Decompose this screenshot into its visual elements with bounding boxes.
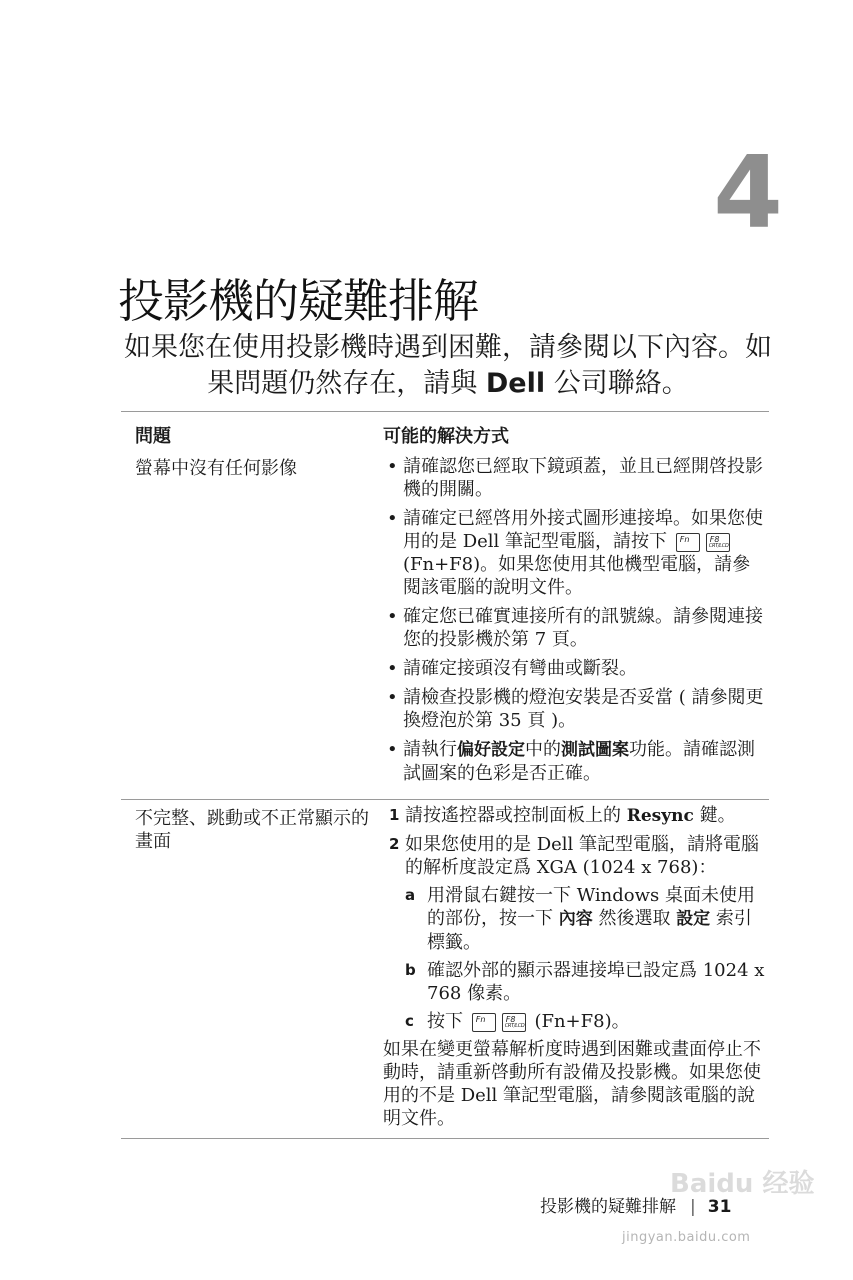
list-item: • 請確認您已經取下鏡頭蓋，並且已經開啓投影機的開關。	[383, 455, 765, 501]
step-number: 2	[389, 835, 400, 853]
substep-text: 確認外部的顯示器連接埠已設定爲 1024 x 768 像素。	[427, 960, 765, 1004]
page-number: 31	[707, 1197, 732, 1217]
step-item	[383, 804, 765, 828]
f8-key-icon	[706, 533, 730, 552]
watermark-brand: Baidu 经验	[670, 1169, 815, 1199]
list-item: • 確定您已確實連接所有的訊號線。請參閱連接您的投影機於第 7 頁。	[383, 605, 765, 651]
problem-cell: 不完整、跳動或不正常顯示的畫面	[135, 808, 369, 852]
header-problem: 問題	[135, 426, 171, 447]
f8-key-label: F8	[505, 1014, 516, 1024]
step-text: 請按遙控器或控制面板上的	[405, 805, 627, 826]
solution-cell	[383, 454, 769, 791]
substep-letter: c	[405, 1012, 414, 1030]
fn-key-icon	[472, 1013, 496, 1032]
list-item	[383, 507, 765, 599]
list-item-text: (Fn+F8)。如果您使用其他機型電腦，請參閱該電腦的說明文件。	[403, 554, 751, 598]
intro-text-end: 公司聯絡。	[545, 368, 689, 399]
step-text: 鍵。	[693, 805, 736, 826]
list-item-text: 功能。請確認測試圖案的色彩是否正確。	[403, 739, 755, 784]
substep-item	[383, 1010, 765, 1033]
list-item-text: 請確定已經啓用外接式圖形連接埠。如果您使用的是 Dell 筆記型電腦，請按下	[403, 508, 763, 552]
f8-key-icon	[502, 1013, 526, 1032]
page-title: 投影機的疑難排解	[118, 274, 478, 328]
substep-text: 按下	[427, 1011, 463, 1032]
resync-key-term: Resync	[626, 806, 694, 826]
menu-term-preferences: 偏好設定	[457, 740, 525, 760]
list-item: • 請確定接頭沒有彎曲或斷裂。	[383, 657, 765, 680]
table-row	[121, 454, 769, 799]
list-item	[383, 738, 765, 785]
list-item-text: 中的	[525, 739, 561, 760]
table-row	[121, 799, 769, 1138]
fn-key-label: Fn	[679, 534, 690, 544]
list-item-text: 請執行	[403, 739, 457, 760]
intro-text: 如果您在使用投影機時遇到困難，請參閱以下內容。如果問題仍然存在，請與	[124, 332, 772, 399]
substep-text: 索引標籤。	[427, 908, 752, 953]
f8-key-sublabel: CRT/LCD	[708, 542, 729, 549]
note-text: 如果在變更螢幕解析度時遇到困難或畫面停止不動時，請重新啓動所有設備及投影機。如果您使用的不是 Dell 筆記型電腦，請參閱該電腦的說明文件。	[383, 1039, 761, 1129]
substep-text: 然後選取	[592, 908, 677, 929]
solution-cell	[383, 804, 769, 1130]
troubleshooting-table	[121, 411, 769, 1139]
step-number: 1	[389, 806, 400, 824]
substep-letter: a	[405, 886, 416, 904]
footer-title: 投影機的疑難排解	[540, 1197, 676, 1217]
f8-key-label: F8	[709, 534, 720, 544]
fn-key-icon	[676, 533, 700, 552]
intro-paragraph	[118, 330, 778, 402]
substep-text: (Fn+F8)。	[528, 1011, 630, 1032]
menu-term-test-pattern: 測試圖案	[561, 740, 629, 760]
fn-key-label: Fn	[475, 1014, 486, 1024]
chapter-number: 4	[713, 134, 781, 251]
solution-list	[383, 455, 765, 785]
step-text: 如果您使用的是 Dell 筆記型電腦，請將電腦的解析度設定爲 XGA (1024 x 768)：	[405, 834, 760, 878]
problem-cell: 螢幕中沒有任何影像	[135, 458, 297, 479]
step-item	[383, 833, 765, 879]
header-solution: 可能的解決方式	[383, 426, 509, 447]
solution-steps	[383, 804, 765, 1130]
ui-term-properties: 內容	[558, 909, 593, 929]
substep-text: 用滑鼠右鍵按一下 Windows 桌面未使用的部份，按一下	[427, 885, 755, 929]
footer-separator: |	[690, 1197, 696, 1217]
substep-item	[383, 884, 765, 954]
substep-letter: b	[405, 961, 416, 979]
f8-key-sublabel: CRT/LCD	[504, 1022, 525, 1029]
page-footer	[540, 1196, 731, 1218]
substep-item	[383, 959, 765, 1005]
ui-term-settings: 設定	[676, 909, 711, 929]
intro-brand: Dell	[485, 368, 546, 399]
table-header-row	[121, 412, 769, 454]
watermark-url: jingyan.baidu.com	[622, 1230, 751, 1245]
list-item: • 請檢查投影機的燈泡安裝是否妥當 ( 請參閱更換燈泡於第 35 頁 )。	[383, 686, 765, 732]
